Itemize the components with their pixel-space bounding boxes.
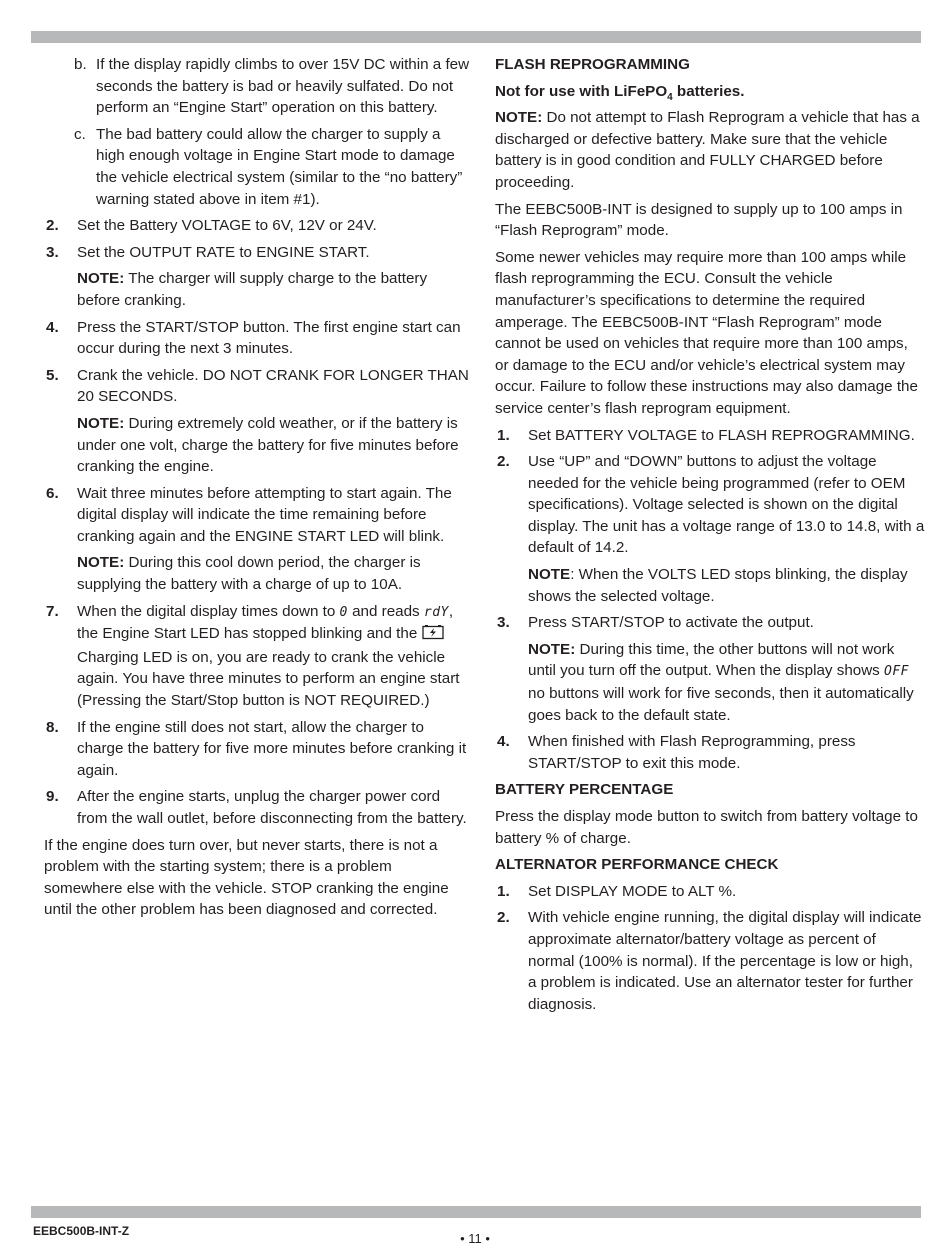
item-text: The bad battery could allow the charger to supply a high enough voltage in Engine Start mode to damage the vehicle electrical system (similar to the “no battery” warning stated above in item #1). bbox=[96, 125, 463, 208]
item-text-part: Charging LED is on, you are ready to crank the vehicle again. You have three minutes to perform an engine start (Pressing the Start/Stop button is NOT REQUIRED.) bbox=[77, 648, 460, 710]
note bbox=[495, 107, 925, 193]
note bbox=[495, 639, 925, 726]
note-text: During this cool down period, the charger is supplying the battery with a charge of up to 10A. bbox=[77, 554, 421, 594]
list-item bbox=[44, 124, 472, 210]
section-heading: BATTERY PERCENTAGE bbox=[495, 781, 674, 799]
note-label: NOTE: bbox=[77, 270, 125, 288]
section-heading: FLASH REPROGRAMMING bbox=[495, 56, 690, 73]
note-label: NOTE: bbox=[528, 640, 576, 658]
closing-paragraph: If the engine does turn over, but never starts, there is not a problem with the starting system; there is a problem somewhere else with the vehicle. STOP cranking the engine until the other problem has been diagnosed and corrected. bbox=[44, 836, 449, 919]
item-number: 5. bbox=[46, 366, 59, 384]
list-item bbox=[495, 881, 925, 903]
section-heading: ALTERNATOR PERFORMANCE CHECK bbox=[495, 856, 779, 874]
item-number: 7. bbox=[46, 602, 59, 620]
list-item bbox=[495, 612, 925, 634]
item-text: Set DISPLAY MODE to ALT %. bbox=[528, 882, 737, 900]
item-text-part: When the digital display times down to bbox=[77, 602, 340, 620]
list-item bbox=[44, 717, 472, 782]
item-text: Crank the vehicle. DO NOT CRANK FOR LONGER THAN 20 SECONDS. bbox=[77, 366, 469, 406]
list-item bbox=[495, 425, 925, 447]
note-text: no buttons will work for five seconds, then it automatically goes back to the default state. bbox=[528, 685, 914, 724]
item-text: Wait three minutes before attempting to start again. The digital display will indicate the time remaining before cranking again and the ENGINE START LED will blink. bbox=[77, 484, 452, 545]
page-number: • 11 • bbox=[460, 1231, 490, 1246]
item-number: 8. bbox=[46, 718, 59, 736]
warning-text: Not for use with LiFePO bbox=[495, 82, 668, 100]
note-text: Do not attempt to Flash Reprogram a vehicle that has a discharged or defective battery. Make sure that the vehicle battery is in good condition and FULLY CHARGED before proceeding. bbox=[495, 109, 920, 191]
lcd-readout: OFF bbox=[884, 664, 909, 680]
lcd-readout: rdY bbox=[423, 604, 449, 620]
paragraph: Press the display mode button to switch from battery voltage to battery % of charge. bbox=[495, 808, 918, 847]
note bbox=[495, 564, 925, 607]
paragraph: The EEBC500B-INT is designed to supply up to 100 amps in “Flash Reprogram” mode. bbox=[495, 200, 903, 240]
item-number: 3. bbox=[46, 243, 59, 261]
note-text: The charger will supply charge to the battery before cranking. bbox=[77, 270, 428, 309]
item-label: c. bbox=[74, 125, 86, 143]
note-label: NOTE: bbox=[77, 414, 125, 432]
item-text: Set the OUTPUT RATE to ENGINE START. bbox=[77, 243, 370, 261]
battery-charging-icon bbox=[422, 625, 444, 647]
header-bar bbox=[31, 31, 921, 43]
list-item bbox=[44, 54, 472, 119]
list-item bbox=[495, 731, 925, 774]
note-text: During extremely cold weather, or if the battery is under one volt, charge the battery for five minutes before cranking the engine. bbox=[77, 414, 459, 476]
item-text-part: , the Engine Start LED has stopped blinking and the bbox=[77, 602, 454, 643]
list-item bbox=[495, 451, 925, 559]
note bbox=[44, 552, 472, 595]
item-text: If the engine still does not start, allow the charger to charge the battery for five more minutes before cranking it again. bbox=[77, 718, 467, 779]
item-number: 6. bbox=[46, 484, 59, 502]
right-column bbox=[495, 54, 925, 1020]
item-text-part: and reads bbox=[347, 602, 424, 620]
item-text bbox=[77, 603, 459, 709]
note-label: NOTE bbox=[528, 566, 571, 584]
note-text: : When the VOLTS LED stops blinking, the display shows the selected voltage. bbox=[528, 566, 908, 605]
note bbox=[44, 413, 472, 478]
item-number: 2. bbox=[497, 909, 510, 927]
item-number: 1. bbox=[497, 882, 510, 900]
item-number: 2. bbox=[497, 453, 510, 471]
item-label: b. bbox=[74, 56, 87, 73]
item-text: Press START/STOP to activate the output. bbox=[528, 614, 814, 632]
list-item bbox=[44, 601, 472, 712]
item-number: 4. bbox=[497, 733, 510, 751]
list-item bbox=[44, 365, 472, 408]
item-number: 4. bbox=[46, 318, 59, 336]
item-number: 1. bbox=[497, 426, 510, 444]
item-text: Set BATTERY VOLTAGE to FLASH REPROGRAMMING. bbox=[528, 426, 915, 444]
warning-line bbox=[495, 81, 925, 103]
item-text: If the display rapidly climbs to over 15V DC within a few seconds the battery is bad or heavily sulfated. Do not perform an “Engine Start” operation on this battery. bbox=[96, 56, 470, 117]
item-text: Set the Battery VOLTAGE to 6V, 12V or 24V. bbox=[77, 217, 377, 235]
model-number: EEBC500B-INT-Z bbox=[33, 1224, 130, 1238]
warning-text: batteries. bbox=[672, 82, 745, 100]
list-item bbox=[44, 786, 472, 829]
subscript: 4 bbox=[667, 91, 673, 103]
item-text: With vehicle engine running, the digital display will indicate approximate alternator/battery voltage as percent of normal (100% is normal). If the percentage is low or high, a problem is indicated. Use an alternator tester for further diagnosis. bbox=[528, 909, 922, 1013]
lcd-digit: 0 bbox=[339, 604, 348, 620]
item-number: 9. bbox=[46, 788, 59, 806]
note-label: NOTE: bbox=[77, 554, 125, 572]
note bbox=[44, 268, 472, 311]
note-text: During this time, the other buttons will not work until you turn off the output. When the display shows bbox=[528, 640, 895, 680]
list-item bbox=[495, 907, 925, 1015]
item-number: 2. bbox=[46, 217, 59, 235]
list-item bbox=[44, 215, 472, 237]
note-label: NOTE: bbox=[495, 109, 543, 127]
paragraph: Some newer vehicles may require more than 100 amps while flash reprogramming the ECU. Consult the vehicle manufacturer’s specifications to determine the required amperage. The EEBC500B-INT “Flash Reprogram” mode cannot be used on vehicles that require more than 100 amps, or damage to the ECU and/or vehicle’s electrical system may occur. Failure to follow these instructions may also damage the service center’s flash reprogram equipment. bbox=[495, 248, 918, 417]
list-item bbox=[44, 242, 472, 264]
item-number: 3. bbox=[497, 614, 510, 632]
left-column bbox=[44, 54, 472, 926]
item-text: Press the START/STOP button. The first engine start can occur during the next 3 minutes. bbox=[77, 318, 461, 358]
list-item bbox=[44, 483, 472, 548]
item-text: Use “UP” and “DOWN” buttons to adjust the voltage needed for the vehicle being programmed (refer to OEM specifications). Voltage selected is shown on the digital display. The unit has a voltage range of 13.0 to 14.8, with a default of 14.2. bbox=[528, 453, 925, 557]
footer-bar bbox=[31, 1206, 921, 1218]
item-text: After the engine starts, unplug the charger power cord from the wall outlet, before disconnecting from the battery. bbox=[77, 788, 467, 827]
item-text: When finished with Flash Reprogramming, press START/STOP to exit this mode. bbox=[528, 733, 856, 772]
list-item bbox=[44, 317, 472, 360]
